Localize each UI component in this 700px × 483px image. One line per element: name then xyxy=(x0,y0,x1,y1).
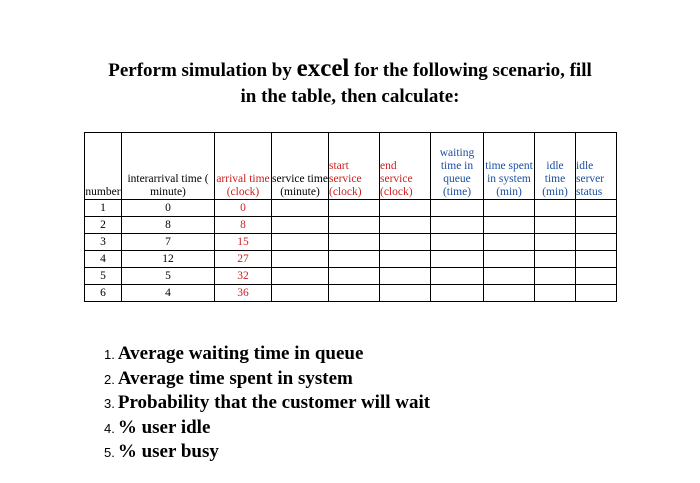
table-cell[interactable]: 5 xyxy=(122,268,215,285)
header-waiting-time: waiting time in queue (time) xyxy=(431,133,484,200)
question-item xyxy=(104,367,430,392)
page-title xyxy=(0,56,700,110)
table-cell[interactable] xyxy=(272,251,329,268)
table-row xyxy=(85,234,617,251)
table-cell[interactable]: 4 xyxy=(122,285,215,302)
table-cell[interactable] xyxy=(484,285,535,302)
table-row xyxy=(85,217,617,234)
table-cell[interactable] xyxy=(576,234,617,251)
table-cell[interactable] xyxy=(431,234,484,251)
question-text: Average time spent in system xyxy=(117,367,353,389)
table-cell[interactable] xyxy=(431,217,484,234)
question-item xyxy=(104,440,430,465)
question-list xyxy=(104,342,430,465)
table-cell[interactable] xyxy=(484,251,535,268)
table-cell[interactable] xyxy=(329,217,380,234)
question-number: 1. xyxy=(104,347,115,362)
table-cell[interactable] xyxy=(535,268,576,285)
table-cell[interactable] xyxy=(576,200,617,217)
table-cell[interactable] xyxy=(535,285,576,302)
question-number: 2. xyxy=(104,371,115,387)
header-idle-time: idle time (min) xyxy=(535,133,576,200)
table-cell[interactable] xyxy=(484,268,535,285)
question-number: 3. xyxy=(104,396,115,411)
table-row xyxy=(85,200,617,217)
table-row xyxy=(85,268,617,285)
question-text: % user busy xyxy=(117,441,219,462)
table-cell[interactable]: 36 xyxy=(215,285,272,302)
table-cell[interactable]: 2 xyxy=(85,217,122,234)
table-cell[interactable] xyxy=(272,200,329,217)
table-cell[interactable]: 5 xyxy=(85,268,122,285)
table-cell[interactable]: 8 xyxy=(215,217,272,234)
table-cell[interactable]: 0 xyxy=(122,200,215,217)
table-row xyxy=(85,251,617,268)
question-text: Average waiting time in queue xyxy=(117,343,364,364)
table-cell[interactable] xyxy=(431,285,484,302)
table-cell[interactable]: 4 xyxy=(85,251,122,268)
table-cell[interactable] xyxy=(380,234,431,251)
table-cell[interactable]: 15 xyxy=(215,234,272,251)
table-cell[interactable] xyxy=(576,217,617,234)
table-cell[interactable] xyxy=(380,200,431,217)
table-cell[interactable] xyxy=(576,268,617,285)
header-idle-server-status: idle server status xyxy=(576,133,617,200)
table-cell[interactable]: 7 xyxy=(122,234,215,251)
table-cell[interactable] xyxy=(484,234,535,251)
table-cell[interactable] xyxy=(535,234,576,251)
table-cell[interactable] xyxy=(329,200,380,217)
question-text: % user idle xyxy=(117,416,211,438)
table-cell[interactable] xyxy=(272,268,329,285)
table-cell[interactable] xyxy=(272,217,329,234)
table-cell[interactable] xyxy=(329,234,380,251)
question-item xyxy=(104,391,430,416)
header-service-time: service time (minute) xyxy=(272,133,329,200)
table-cell[interactable] xyxy=(484,217,535,234)
table-row xyxy=(85,285,617,302)
table-cell[interactable] xyxy=(329,285,380,302)
question-number: 4. xyxy=(104,420,115,436)
table-cell[interactable] xyxy=(576,285,617,302)
table-cell[interactable] xyxy=(576,251,617,268)
header-time-in-system: time spent in system (min) xyxy=(484,133,535,200)
table-cell[interactable]: 32 xyxy=(215,268,272,285)
table-cell[interactable] xyxy=(535,200,576,217)
table-cell[interactable] xyxy=(272,285,329,302)
table-cell[interactable] xyxy=(380,268,431,285)
table-cell[interactable] xyxy=(431,251,484,268)
title-emphasis: excel xyxy=(296,55,350,82)
header-row xyxy=(85,133,617,200)
table-cell[interactable] xyxy=(329,251,380,268)
table-cell[interactable]: 12 xyxy=(122,251,215,268)
header-interarrival-time: interarrival time ( minute) xyxy=(122,133,215,200)
header-end-service: end service (clock) xyxy=(380,133,431,200)
table-cell[interactable] xyxy=(380,251,431,268)
table-body xyxy=(85,200,617,302)
header-start-service: start service (clock) xyxy=(329,133,380,200)
table-cell[interactable]: 6 xyxy=(85,285,122,302)
table-cell[interactable] xyxy=(380,217,431,234)
title-line-2: in the table, then calculate: xyxy=(240,86,460,107)
table-cell[interactable] xyxy=(272,234,329,251)
table-cell[interactable]: 27 xyxy=(215,251,272,268)
header-arrival-time: arrival time (clock) xyxy=(215,133,272,200)
table-cell[interactable]: 0 xyxy=(215,200,272,217)
header-number: number xyxy=(85,133,122,200)
table-cell[interactable] xyxy=(329,268,380,285)
table-cell[interactable]: 3 xyxy=(85,234,122,251)
question-item xyxy=(104,416,430,441)
table-cell[interactable] xyxy=(380,285,431,302)
table-cell[interactable] xyxy=(431,268,484,285)
table-cell[interactable] xyxy=(431,200,484,217)
question-text: Probability that the customer will wait xyxy=(117,392,431,413)
title-line-1: Perform simulation by excel for the following scenario, fill xyxy=(108,55,592,82)
table-cell[interactable]: 8 xyxy=(122,217,215,234)
question-item xyxy=(104,342,430,367)
table-cell[interactable] xyxy=(535,251,576,268)
simulation-table xyxy=(84,132,617,302)
table-cell[interactable] xyxy=(484,200,535,217)
table-cell[interactable] xyxy=(535,217,576,234)
question-number: 5. xyxy=(104,445,115,460)
table-cell[interactable]: 1 xyxy=(85,200,122,217)
